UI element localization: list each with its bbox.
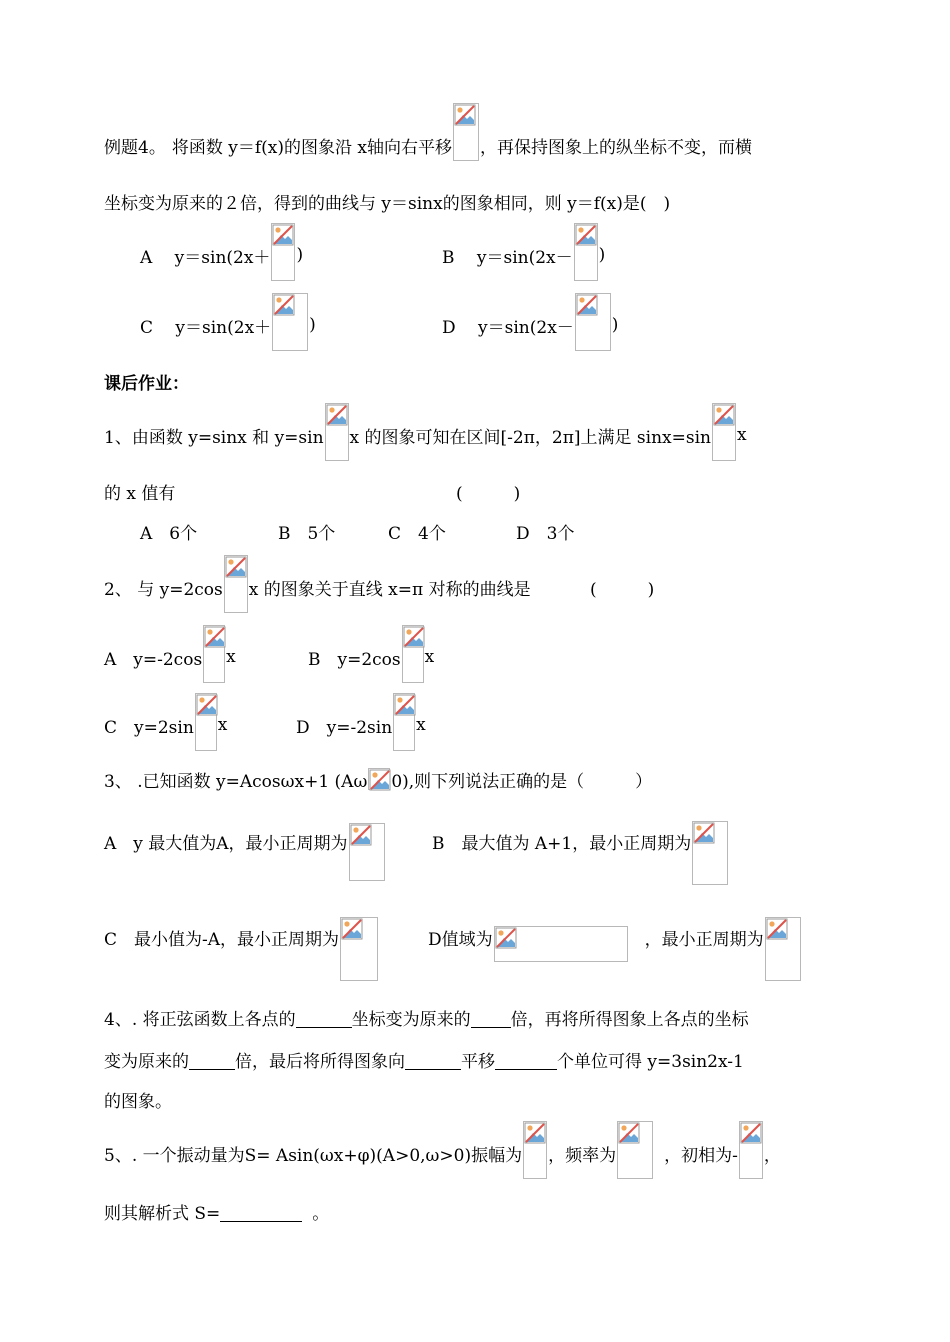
q4-line3	[104, 1084, 172, 1114]
q5-line2	[104, 1196, 329, 1226]
image-placeholder-icon	[739, 1121, 763, 1179]
q1-option-b: B 5个	[278, 523, 336, 544]
q3-option-b	[432, 826, 729, 856]
image-placeholder-icon	[453, 103, 479, 161]
broken-image-icon	[740, 1122, 762, 1144]
broken-image-icon	[454, 104, 476, 126]
broken-image-icon	[576, 294, 598, 316]
image-placeholder-icon	[368, 768, 390, 790]
image-placeholder-icon	[271, 223, 295, 281]
q1-option-d: D 3个	[516, 523, 575, 544]
q3-option-b-text: B 最大值为 A+1，最小正周期为	[432, 833, 692, 854]
image-placeholder-icon	[712, 403, 736, 461]
broken-image-icon	[204, 626, 226, 648]
q5-text3: ，初相为-	[664, 1145, 738, 1166]
example4-option-c	[140, 310, 316, 340]
blank-line[interactable]	[495, 1049, 557, 1070]
example4-text1: 将函数 y＝f(x)的图象沿 x轴向右平移	[171, 137, 452, 158]
image-placeholder-icon	[340, 917, 378, 981]
q2-paren-text: ( )	[590, 579, 655, 600]
q1-paren	[456, 476, 520, 506]
q5-text2: ，频率为	[548, 1145, 617, 1166]
broken-image-icon	[273, 294, 295, 316]
q3-text1: 3、 .已知函数 y=Acosωx+1 (Aω	[104, 771, 368, 792]
q4-line3-text: 的图象。	[104, 1091, 172, 1112]
q2-option-d	[296, 710, 426, 740]
image-placeholder-icon	[195, 693, 217, 751]
option-c-end: )	[309, 315, 316, 335]
example4-text2: ，再保持图象上的纵坐标不变，而横	[479, 137, 752, 158]
image-placeholder-icon	[575, 293, 611, 351]
q3-option-c	[104, 922, 379, 952]
broken-image-icon	[326, 404, 348, 426]
image-placeholder-icon	[574, 223, 598, 281]
q3-line1	[104, 764, 652, 794]
blank-line[interactable]	[296, 1007, 352, 1028]
broken-image-icon	[369, 769, 391, 791]
q5-text1: 5、. 一个振动量为S= Asin(ωx+φ)(A>0,ω>0)振幅为	[104, 1145, 523, 1166]
q1-text1: 1、由函数 y=sinx 和 y=sin	[104, 427, 324, 448]
broken-image-icon	[403, 626, 425, 648]
option-a-end: )	[296, 245, 304, 265]
image-placeholder-icon	[523, 1121, 547, 1179]
q2-line1	[104, 572, 531, 602]
broken-image-icon	[713, 404, 735, 426]
blank-line[interactable]	[471, 1007, 511, 1028]
q4-line2d: 个单位可得 y=3sin2x-1	[557, 1051, 744, 1072]
q3-option-d-text1: D值域为	[428, 929, 493, 950]
q3-text2: 0),则下列说法正确的是（ ）	[391, 771, 653, 792]
image-placeholder-icon	[765, 917, 801, 981]
homework-heading-text: 课后作业：	[104, 373, 189, 394]
example4-label: 例题4。	[104, 137, 166, 158]
q2-option-b	[308, 642, 434, 672]
broken-image-icon	[495, 927, 517, 949]
q2-paren	[590, 572, 654, 602]
example4-option-b	[442, 240, 605, 270]
q2-text2: x 的图象关于直线 x=π 对称的曲线是	[248, 579, 531, 600]
example4-text3: 坐标变为原来的２倍，得到的曲线与 y＝sinx的图象相同，则 y＝f(x)是( )	[104, 193, 671, 214]
q1-line2	[104, 476, 175, 506]
broken-image-icon	[575, 224, 597, 246]
image-placeholder-icon	[692, 821, 728, 885]
q4-line1c: 倍，再将所得图象上各点的坐标	[510, 1009, 749, 1030]
option-b-text: B y＝sin(2x－	[442, 247, 573, 268]
broken-image-icon	[350, 824, 372, 846]
image-placeholder-icon	[203, 625, 225, 683]
q3-option-d	[428, 922, 802, 952]
q1-text3: x	[736, 425, 747, 445]
q2-option-c	[104, 710, 227, 740]
image-placeholder-icon	[325, 403, 349, 461]
q3-option-d-text2: ，最小正周期为	[644, 929, 764, 950]
image-placeholder-icon	[272, 293, 308, 351]
blank-line[interactable]	[189, 1049, 235, 1070]
broken-image-icon	[618, 1122, 640, 1144]
q2-option-a-end: x	[226, 647, 236, 667]
q1-option-a: A 6个	[140, 523, 198, 544]
homework-heading	[104, 366, 189, 396]
q4-line2c: 平移	[461, 1051, 495, 1072]
image-placeholder-icon	[494, 926, 628, 962]
q2-option-d-end: x	[416, 715, 426, 735]
q4-line2a: 变为原来的	[104, 1051, 189, 1072]
image-placeholder-icon	[402, 625, 424, 683]
q4-line2b: 倍，最后将所得图象向	[235, 1051, 405, 1072]
q2-option-c-end: x	[217, 715, 228, 735]
broken-image-icon	[341, 918, 363, 940]
q2-option-c-text: C y=2sin	[104, 717, 194, 738]
example4-option-d	[442, 310, 618, 340]
image-placeholder-icon	[393, 693, 415, 751]
example4-option-a	[140, 240, 303, 270]
q1-paren-text: ( )	[456, 483, 521, 504]
broken-image-icon	[272, 224, 294, 246]
broken-image-icon	[196, 694, 218, 716]
q1-line1	[104, 420, 747, 450]
q3-option-a-text: A y 最大值为A，最小正周期为	[104, 833, 348, 854]
q1-option-c: C 4个	[388, 523, 446, 544]
q5-line1	[104, 1138, 781, 1168]
broken-image-icon	[693, 822, 715, 844]
q4-line1a: 4、. 将正弦函数上各点的	[104, 1009, 296, 1030]
q5-line2b: 。	[312, 1203, 330, 1224]
q4-line2	[104, 1044, 744, 1074]
blank-line[interactable]	[220, 1201, 302, 1222]
q2-option-a-text: A y=-2cos	[104, 649, 203, 670]
option-b-end: )	[598, 245, 606, 265]
example4-line2	[104, 186, 670, 216]
blank-line[interactable]	[405, 1049, 461, 1070]
option-c-text: C y＝sin(2x＋	[140, 317, 272, 338]
image-placeholder-icon	[349, 823, 385, 881]
q2-option-b-end: x	[424, 647, 435, 667]
image-placeholder-icon	[224, 555, 248, 613]
q2-option-d-text: D y=-2sin	[296, 717, 393, 738]
q2-text1: 2、 与 y=2cos	[104, 579, 223, 600]
q3-option-c-text: C 最小值为-A，最小正周期为	[104, 929, 340, 950]
q5-text4: ，	[763, 1145, 781, 1166]
q3-option-a	[104, 826, 386, 856]
broken-image-icon	[225, 556, 247, 578]
broken-image-icon	[524, 1122, 546, 1144]
q1-options	[140, 516, 574, 546]
option-d-end: )	[611, 315, 619, 335]
option-d-text: D y＝sin(2x－	[442, 317, 574, 338]
image-placeholder-icon	[617, 1121, 653, 1179]
q4-line1	[104, 1002, 749, 1032]
broken-image-icon	[766, 918, 788, 940]
q2-option-b-text: B y=2cos	[308, 649, 401, 670]
option-a-text: A y＝sin(2x＋	[140, 247, 271, 268]
q4-line1b: 坐标变为原来的	[351, 1009, 471, 1030]
q2-option-a	[104, 642, 236, 672]
broken-image-icon	[394, 694, 416, 716]
q1-text2: x 的图象可知在区间[-2π，2π]上满足 sinx=sin	[349, 427, 711, 448]
q1-text4: 的 x 值有	[104, 483, 176, 504]
example4-line1	[104, 130, 752, 160]
q5-line2a: 则其解析式 S=	[104, 1203, 221, 1224]
